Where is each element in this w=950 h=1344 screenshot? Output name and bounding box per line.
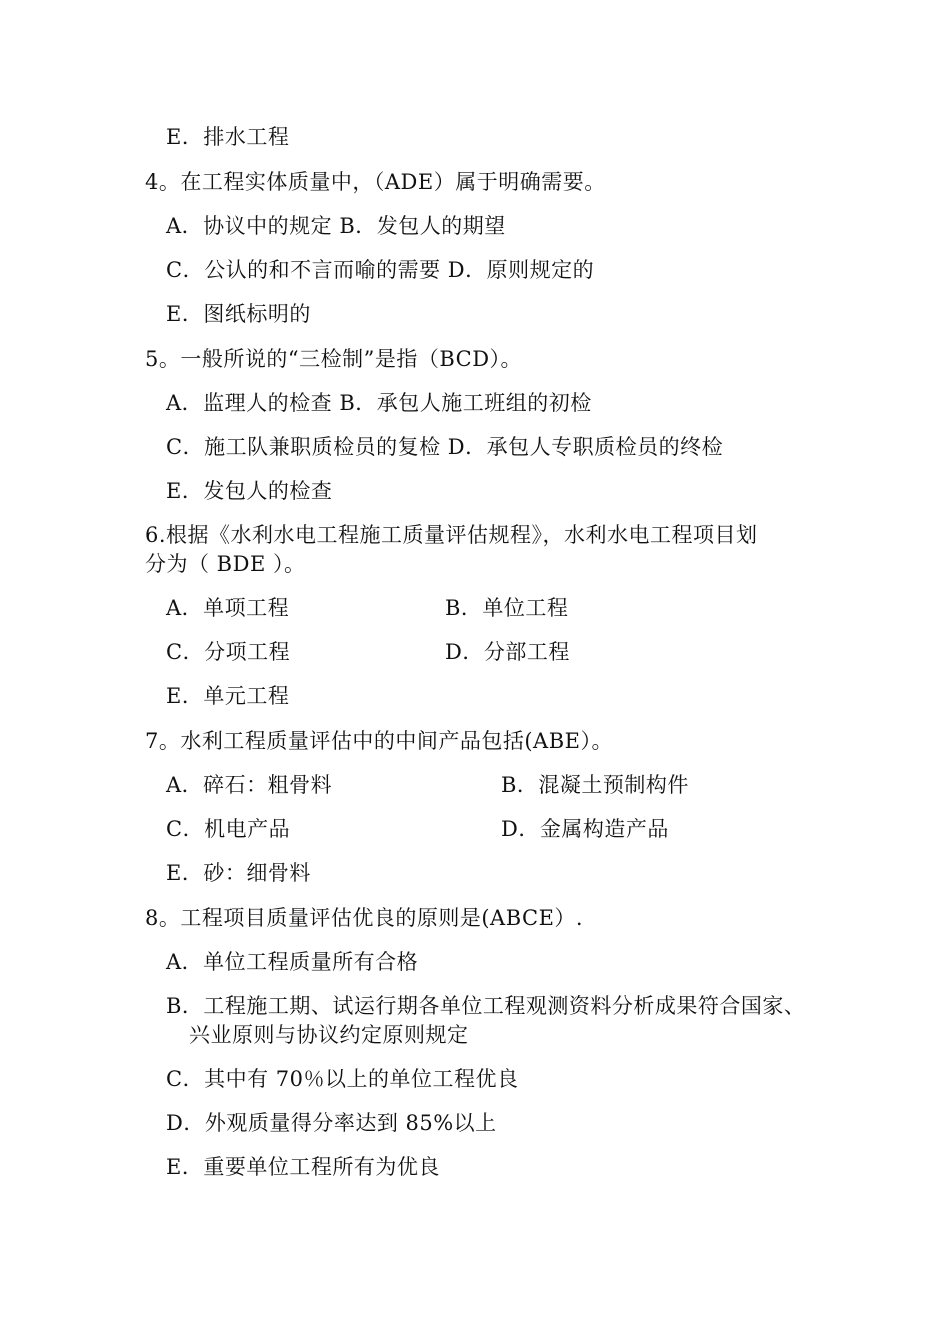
option-4e: E．图纸标明的 [166, 302, 311, 326]
options-5cd: C．施工队兼职质检员的复检 D．承包人专职质检员的终检 [166, 435, 724, 459]
question-6-line2: 分为（ BDE ）。 [145, 552, 306, 576]
option-5e: E．发包人的检查 [166, 479, 333, 503]
question-7: 7。水利工程质量评估中的中间产品包括(ABE）。 [145, 729, 613, 753]
options-4ab: A．协议中的规定 B．发包人的期望 [166, 214, 506, 238]
option-8e: E．重要单位工程所有为优良 [166, 1155, 440, 1179]
option-8b-line2: 兴业原则与协议约定原则规定 [189, 1023, 469, 1047]
question-8: 8。工程项目质量评估优良的原则是(ABCE）. [145, 906, 584, 930]
option-6b: B．单位工程 [445, 596, 569, 620]
option-6a: A．单项工程 [166, 596, 290, 620]
option-7b: B．混凝土预制构件 [501, 773, 689, 797]
question-6-line1: 6.根据《水利水电工程施工质量评估规程》，水利水电工程项目划 [145, 523, 758, 547]
option-8a: A．单位工程质量所有合格 [166, 950, 419, 974]
option-8b-line1: B．工程施工期、试运行期各单位工程观测资料分析成果符合国家、 [166, 994, 806, 1018]
options-4cd: C．公认的和不言而喻的需要 D．原则规定的 [166, 258, 595, 282]
option-7a: A．碎石：粗骨料 [166, 773, 333, 797]
option-3e: E．排水工程 [166, 125, 290, 149]
question-5: 5。一般所说的“三检制”是指（BCD）。 [145, 347, 523, 371]
option-8c: C．其中有 70％以上的单位工程优良 [166, 1067, 519, 1091]
option-6e: E．单元工程 [166, 684, 290, 708]
option-7c: C．机电产品 [166, 817, 291, 841]
option-6c: C．分项工程 [166, 640, 291, 664]
question-4: 4。在工程实体质量中，（ADE）属于明确需要。 [145, 170, 606, 194]
option-8d: D．外观质量得分率达到 85%以上 [166, 1111, 497, 1135]
options-5ab: A．监理人的检查 B．承包人施工班组的初检 [166, 391, 592, 415]
option-6d: D．分部工程 [445, 640, 570, 664]
option-7e: E．砂：细骨料 [166, 861, 311, 885]
option-7d: D．金属构造产品 [501, 817, 669, 841]
